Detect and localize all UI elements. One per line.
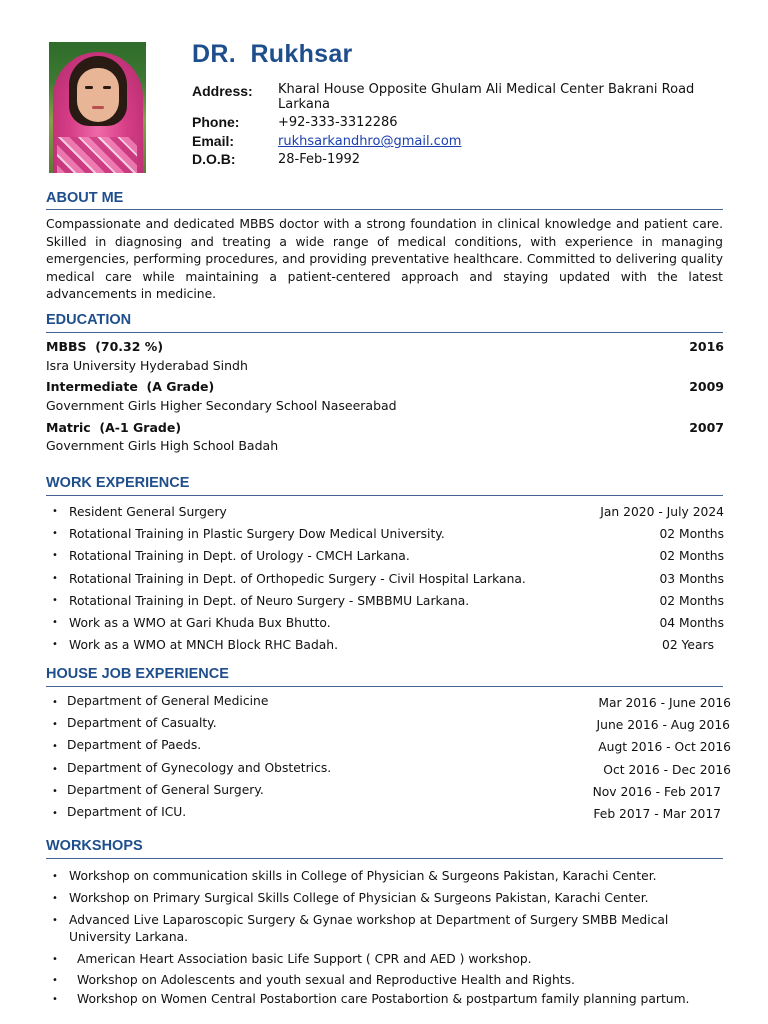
list-item: • Work as a WMO at Gari Khuda Bux Bhutto. 04 Months bbox=[52, 616, 724, 630]
list-item: • Rotational Training in Dept. of Orthopedic Surgery - Civil Hospital Larkana. 03 Months bbox=[52, 572, 724, 586]
housejob-heading: HOUSE JOB EXPERIENCE bbox=[46, 666, 229, 682]
list-item: • Department of Paeds. Augt 2016 - Oct 2016 bbox=[52, 738, 731, 754]
education-degree: Intermediate (A Grade) bbox=[46, 379, 215, 394]
work-heading: WORK EXPERIENCE bbox=[46, 475, 190, 491]
education-degree: MBBS (70.32 %) bbox=[46, 339, 164, 354]
education-school: Government Girls High School Badah bbox=[46, 438, 279, 453]
list-item: • Department of Casualty. June 2016 - Aug 2016 bbox=[52, 716, 730, 732]
housejob-divider bbox=[46, 686, 723, 687]
workshops-heading: WORKSHOPS bbox=[46, 838, 143, 854]
education-heading: EDUCATION bbox=[46, 312, 132, 328]
dob-label: D.O.B: bbox=[192, 151, 236, 167]
education-year: 2016 bbox=[689, 339, 724, 354]
dob-value: 28-Feb-1992 bbox=[278, 152, 361, 167]
education-school: Isra University Hyderabad Sindh bbox=[46, 358, 248, 373]
list-item: • Department of Gynecology and Obstetrics. Oct 2016 - Dec 2016 bbox=[52, 761, 731, 777]
list-item: • Rotational Training in Plastic Surgery Dow Medical University. 02 Months bbox=[52, 527, 724, 541]
address-label: Address: bbox=[192, 83, 253, 99]
list-item: • Rotational Training in Dept. of Neuro Surgery - SMBBMU Larkana. 02 Months bbox=[52, 594, 724, 608]
list-item: • Department of General Medicine Mar 2016 - June 2016 bbox=[52, 694, 731, 710]
list-item: • Resident General Surgery Jan 2020 - July 2024 bbox=[52, 505, 724, 519]
phone-label: Phone: bbox=[192, 114, 240, 130]
education-school: Government Girls Higher Secondary School Naseerabad bbox=[46, 398, 397, 413]
list-item: • Rotational Training in Dept. of Urology - CMCH Larkana. 02 Months bbox=[52, 549, 724, 563]
email-link[interactable]: rukhsarkandhro@gmail.com bbox=[278, 134, 462, 149]
list-item: • Department of General Surgery. Nov 2016 - Feb 2017 bbox=[52, 783, 721, 799]
workshops-divider bbox=[46, 858, 723, 859]
education-year: 2007 bbox=[689, 420, 724, 435]
cv-page: DR. Rukhsar Address: Kharal House Opposite Ghulam Ali Medical Center Bakrani Road Larkana Phone: +92-333-3312286 Email: rukhsarkandhro@gmail.com D.O.B: 28-Feb-1992 ABOUT ME Compassionate and dedicated MBBS doctor with a strong foundation in clinical knowledge and patient care. Skilled in diagnosing and treating a wide range of medical conditions, with experience in managing emergencies, performing procedures, and providing preventative healthcare. Committed to delivering quality medical care while maintaining a patient-centered approach and staying updated with the latest advancements in medicine. EDUCATION MBBS (70.32 %) 2016 Isra University Hyderabad Sindh Intermediate (A Grade) 2009 Government Girls Higher Secondary School Naseerabad Matric (A-1 Grade) 2007 Government Girls High School Badah WORK EXPERIENCE • Resident General Surgery Jan 2020 - July 2024 • Rotational Training in Plastic Surgery Dow Medical University. 02 Months • Rotational Training in Dept. of Urology - CMCH Larkana. 02 Months • Rotational Training in Dept. of Orthopedic Surgery - Civil Hospital Larkana. 03 Months • Rotational Training in Dept. of Neuro Surgery - SMBBMU Larkana. 02 Months • Work as a WMO at Gari Khuda Bux Bhutto. 04 Months • Work as a WMO at MNCH Block RHC Badah. 02 Years HOUSE JOB EXPERIENCE • Department of General Medicine Mar 2016 - June 2016 • Department of Casualty. June 2016 - Aug 2016 • Department of Paeds. Augt 2016 - Oct 2016 • Department of Gynecology and Obstetrics. Oct 2016 - Dec 2016 • Department of General Surgery. Nov 2016 - Feb 2017 • Department of ICU. Feb 2017 - Mar 2017 WORKSHOPS • Workshop on communication skills in College of Physician & Surgeons Pakistan, Karachi Center. • Workshop on Primary Surgical Skills College of Physician & Surgeons Pakistan, Karachi Center. • Advanced Live Laparoscopic Surgery & Gynae workshop at Department of Surgery SMBB Medical University Larkana. • American Heart Association basic Life Support ( CPR and AED ) workshop. • Workshop on Adolescents and youth sexual and Reproductive Health and Rights. • Workshop on Women Central Postabortion care Postabortion & postpartum family planning partum. bbox=[46, 40, 731, 1006]
education-year: 2009 bbox=[689, 379, 724, 394]
list-item: • Work as a WMO at MNCH Block RHC Badah. 02 Years bbox=[52, 638, 714, 652]
about-heading: ABOUT ME bbox=[46, 190, 124, 206]
about-divider bbox=[46, 209, 723, 210]
list-item: • Department of ICU. Feb 2017 - Mar 2017 bbox=[52, 805, 721, 821]
education-divider bbox=[46, 332, 723, 333]
work-divider bbox=[46, 495, 723, 496]
candidate-name: DR. Rukhsar bbox=[192, 40, 353, 68]
phone-value: +92-333-3312286 bbox=[278, 115, 398, 130]
about-text: Compassionate and dedicated MBBS doctor with a strong foundation in clinical knowledge and patient care. Skilled in diagnosing and treating a wide range of medical conditions, with experience in managing emergencies, performing procedures, and providing preventative healthcare. Committed to delivering quality medical care while maintaining a patient-centered approach and staying updated with the latest advancements in medicine. bbox=[46, 217, 723, 302]
address-value: Kharal House Opposite Ghulam Ali Medical Center Bakrani Road Larkana bbox=[278, 82, 695, 112]
education-degree: Matric (A-1 Grade) bbox=[46, 420, 182, 435]
profile-photo bbox=[49, 42, 146, 173]
email-label: Email: bbox=[192, 133, 235, 149]
